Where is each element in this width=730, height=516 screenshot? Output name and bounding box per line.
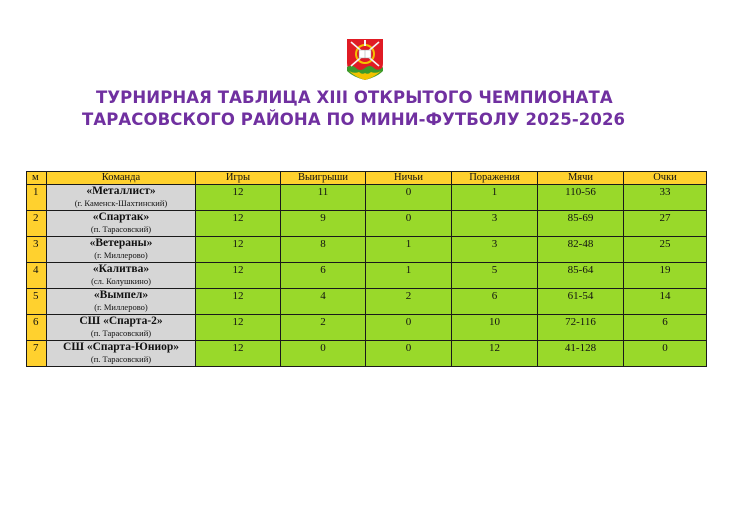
goals-cell: 110-56	[538, 185, 624, 211]
draws-cell: 1	[366, 263, 452, 289]
team-name: СШ «Спарта-2»	[79, 315, 163, 327]
team-cell	[47, 211, 196, 237]
draws-cell: 0	[366, 315, 452, 341]
team-name: «Калитва»	[92, 263, 150, 275]
team-name: «Спартак»	[92, 211, 150, 223]
table-row	[27, 237, 707, 263]
losses-cell: 6	[452, 289, 538, 315]
header-games: Игры	[196, 172, 281, 185]
wins-cell: 9	[281, 211, 366, 237]
page-title-line-1: ТУРНИРНАЯ ТАБЛИЦА XIII ОТКРЫТОГО ЧЕМПИОНАТА	[96, 88, 613, 107]
points-cell: 14	[624, 289, 707, 315]
table-row	[27, 315, 707, 341]
place-cell: 4	[27, 263, 47, 289]
coat-of-arms-icon	[343, 37, 387, 81]
wins-cell: 4	[281, 289, 366, 315]
team-city: (п. Тарасовский)	[90, 328, 152, 338]
header-wins: Выигрыши	[281, 172, 366, 185]
goals-cell: 61-54	[538, 289, 624, 315]
header-points: Очки	[624, 172, 707, 185]
table-row	[27, 263, 707, 289]
team-cell	[47, 237, 196, 263]
losses-cell: 3	[452, 237, 538, 263]
table-row	[27, 211, 707, 237]
points-cell: 25	[624, 237, 707, 263]
team-cell	[47, 185, 196, 211]
games-cell: 12	[196, 237, 281, 263]
points-cell: 27	[624, 211, 707, 237]
place-cell: 7	[27, 341, 47, 367]
points-cell: 19	[624, 263, 707, 289]
team-city: (г. Миллерово)	[94, 302, 148, 312]
place-cell: 3	[27, 237, 47, 263]
team-city: (п. Тарасовский)	[90, 224, 152, 234]
losses-cell: 10	[452, 315, 538, 341]
draws-cell: 1	[366, 237, 452, 263]
team-city: (г. Миллерово)	[94, 250, 148, 260]
games-cell: 12	[196, 341, 281, 367]
team-name: «Вымпел»	[93, 289, 149, 301]
header-draws: Ничьи	[366, 172, 452, 185]
team-cell	[47, 341, 196, 367]
team-cell	[47, 263, 196, 289]
table-row	[27, 289, 707, 315]
place-cell: 5	[27, 289, 47, 315]
losses-cell: 3	[452, 211, 538, 237]
header-losses: Поражения	[452, 172, 538, 185]
team-name: «Металлист»	[86, 185, 156, 197]
draws-cell: 2	[366, 289, 452, 315]
games-cell: 12	[196, 263, 281, 289]
losses-cell: 1	[452, 185, 538, 211]
wins-cell: 0	[281, 341, 366, 367]
draws-cell: 0	[366, 211, 452, 237]
place-cell: 2	[27, 211, 47, 237]
table-row	[27, 341, 707, 367]
header-place: м	[27, 172, 47, 185]
team-city: (сл. Колушкино)	[91, 276, 151, 286]
points-cell: 0	[624, 341, 707, 367]
points-cell: 33	[624, 185, 707, 211]
wins-cell: 8	[281, 237, 366, 263]
table-row	[27, 185, 707, 211]
place-cell: 1	[27, 185, 47, 211]
draws-cell: 0	[366, 185, 452, 211]
games-cell: 12	[196, 211, 281, 237]
team-cell	[47, 315, 196, 341]
table-header-row	[27, 172, 707, 185]
goals-cell: 41-128	[538, 341, 624, 367]
draws-cell: 0	[366, 341, 452, 367]
goals-cell: 82-48	[538, 237, 624, 263]
team-name: «Ветераны»	[89, 237, 153, 249]
team-city: (г. Каменск-Шахтинский)	[74, 198, 168, 208]
place-cell: 6	[27, 315, 47, 341]
team-cell	[47, 289, 196, 315]
goals-cell: 85-64	[538, 263, 624, 289]
losses-cell: 5	[452, 263, 538, 289]
header-goals: Мячи	[538, 172, 624, 185]
standings-table	[26, 171, 707, 367]
team-name: СШ «Спарта-Юниор»	[63, 341, 179, 353]
wins-cell: 2	[281, 315, 366, 341]
wins-cell: 11	[281, 185, 366, 211]
games-cell: 12	[196, 315, 281, 341]
goals-cell: 72-116	[538, 315, 624, 341]
header-team: Команда	[47, 172, 196, 185]
team-city: (п. Тарасовский)	[90, 354, 152, 364]
points-cell: 6	[624, 315, 707, 341]
games-cell: 12	[196, 185, 281, 211]
page-title-line-2: ТАРАСОВСКОГО РАЙОНА ПО МИНИ-ФУТБОЛУ 2025-2026	[82, 110, 626, 129]
goals-cell: 85-69	[538, 211, 624, 237]
games-cell: 12	[196, 289, 281, 315]
wins-cell: 6	[281, 263, 366, 289]
losses-cell: 12	[452, 341, 538, 367]
